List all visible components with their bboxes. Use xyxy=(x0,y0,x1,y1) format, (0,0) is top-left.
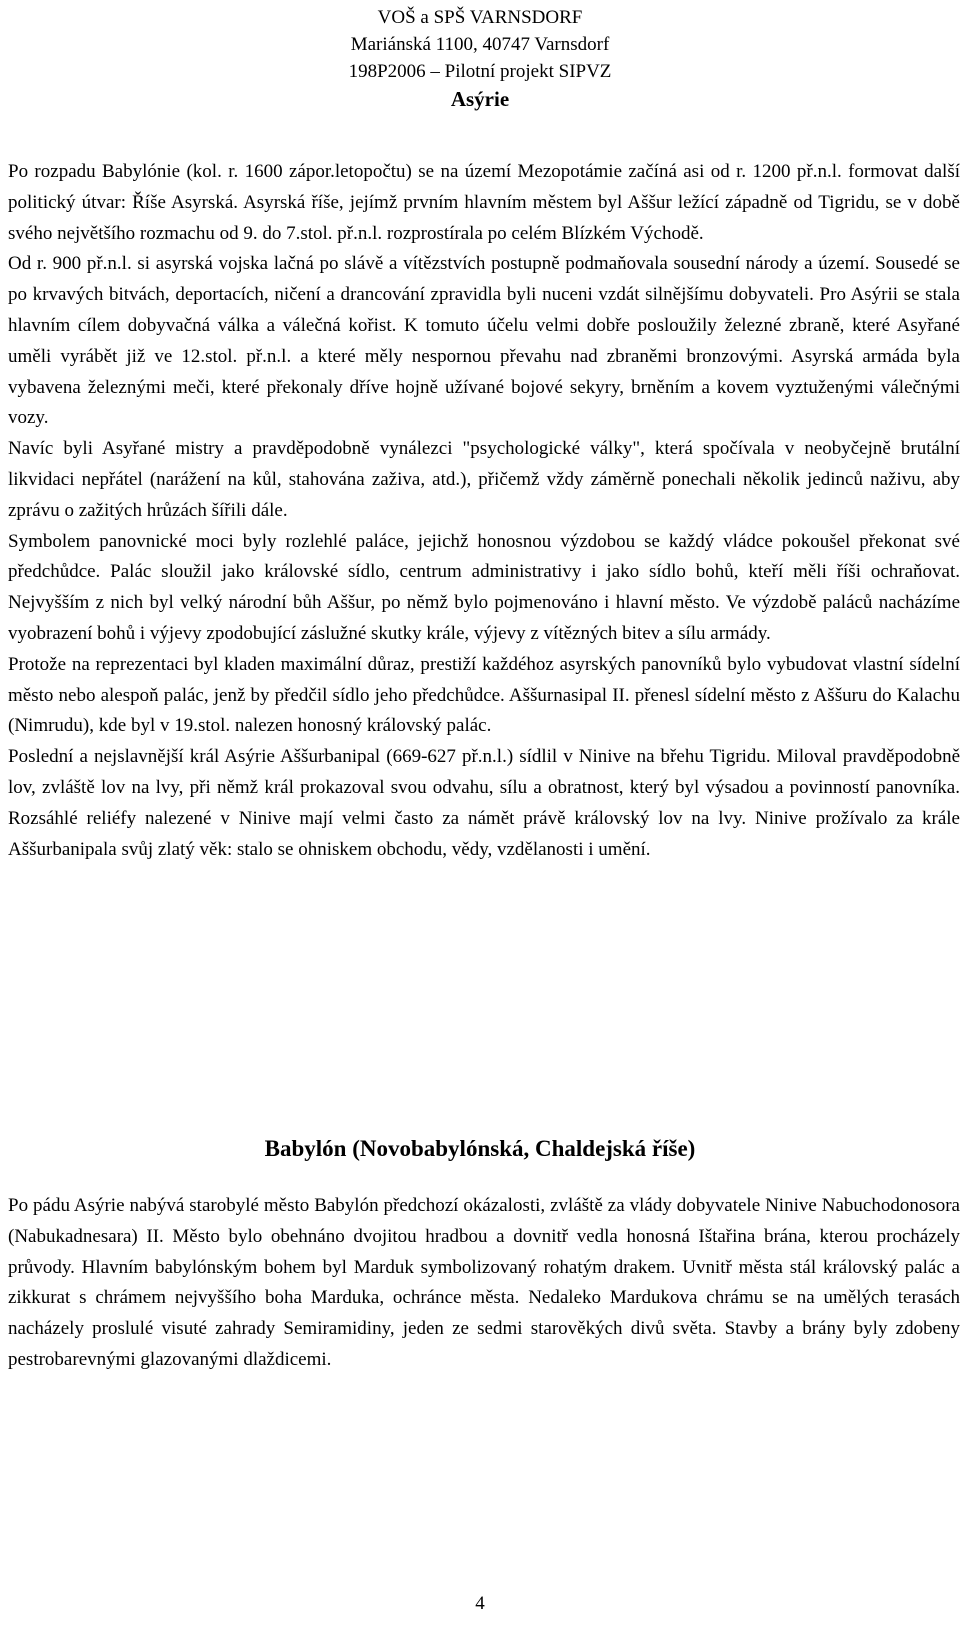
section-asyrie xyxy=(8,157,960,865)
section-babylon xyxy=(8,1191,960,1376)
section-heading-babylon: Babylón (Novobabylónská, Chaldejská říše) xyxy=(264,1136,696,1161)
paragraph: Symbolem panovnické moci byly rozlehlé paláce, jejichž honosnou výzdobou se každý vládce pokoušel překonat své předchůdce. Palác sloužil jako královské sídlo, centrum administrativy i jako sídlo bohů, kteří měli říši ochraňovat. Nejvyšším z nich byl velký národní bůh Aššur, po němž bylo pojmenováno i hlavní město. Ve výzdobě paláců nacházíme vyobrazení bohů i výjevy zpodobující záslužné skutky krále, výjevy z vítězných bitev a sílu armády. xyxy=(8,530,960,644)
paragraph: Po pádu Asýrie nabývá starobylé město Babylón předchozí okázalosti, zvláště za vlády dobyvatele Ninive Nabuchodonosora (Nabukadnesara) II. Město bylo obehnáno dvojitou hradbou a dovnitř vedla honosná Ištařina brána, kterou procházely průvody. Hlavním babylónským bohem byl Marduk symbolizovaný rohatým drakem. Uvnitř města stál královský palác a zikkurat s chrámem nejvyššího boha Marduka, ochránce města. Nedaleko Mardukova chrámu se na umělých terasách nacházely proslulé visuté zahrady Semiramidiny, jeden ze sedmi starověkých divů světa. Stavby a brány byly zdobeny pestrobarevnými glazovanými dlaždicemi. xyxy=(8,1195,960,1370)
paragraph: Protože na reprezentaci byl kladen maximální důraz, prestiží každéhoz asyrských panovníků bylo vybudovat vlastní sídelní město nebo alespoň palác, jenž by předčil sídlo jeho předchůdce. Aššurnasipal II. přenesl sídelní město z Aššuru do Kalachu (Nimrudu), kde byl v 19.stol. nalezen honosný královský palác. xyxy=(8,653,960,737)
school-address: Mariánská 1100, 40747 Varnsdorf xyxy=(350,34,610,55)
project-name: 198P2006 – Pilotní projekt SIPVZ xyxy=(348,61,612,82)
page-title: Asýrie xyxy=(450,87,510,111)
paragraph: Navíc byli Asyřané mistry a pravděpodobně vynálezci "psychologické války", která spočívala v neobyčejně brutální likvidaci nepřátel (narážení na kůl, stahována zaživa, atd.), přičemž vždy záměrně ponechali několik jedinců naživu, aby zprávu o zažitých hrůzách šířili dále. xyxy=(8,438,960,521)
school-name: VOŠ a SPŠ VARNSDORF xyxy=(377,7,583,28)
paragraph: Po rozpadu Babylónie (kol. r. 1600 zápor.letopočtu) se na území Mezopotámie začíná asi od r. 1200 př.n.l. formovat další politický útvar: Říše Asyrská. Asyrská říše, jejímž prvním hlavním městem byl Aššur ležící západně od Tigridu, se v době svého největšího rozmachu od 9. do 7.stol. př.n.l. rozprostírala po celém Blízkém Východě. xyxy=(8,161,960,244)
paragraph: Od r. 900 př.n.l. si asyrská vojska lačná po slávě a vítězstvích postupně podmaňovala sousední národy a území. Sousedé se po krvavých bitvách, deportacích, ničení a drancování zpravidla byli nuceni vzdát silnějšímu dobyvateli. Pro Asýrii se stala hlavním cílem dobyvačná válka a válečná kořist. K tomuto účelu velmi dobře posloužily železné zbraně, které Asyřané uměli vyrábět již ve 12.stol. př.n.l. a které měly nespornou převahu nad zbraněmi bronzovými. Asyrská armáda byla vybavena železnými meči, které překonaly dříve hojně užívané bojové sekyry, brněním a kovem vyztuženými válečnými vozy. xyxy=(8,253,960,429)
paragraph: Poslední a nejslavnější král Asýrie Aššurbanipal (669-627 př.n.l.) sídlil v Ninive na břehu Tigridu. Miloval pravděpodobně lov, zvláště lov na lvy, při němž král prokazoval svou odvahu, sílu a obratnost, který byl výsadou a povinností panovníka. Rozsáhlé reliéfy nalezené v Ninive mají velmi často za námět právě královský lov na lvy. Ninive prožívalo za krále Aššurbanipala svůj zlatý věk: stalo se ohniskem obchodu, vědy, vzdělanosti i umění. xyxy=(8,746,960,860)
page-number: 4 xyxy=(475,1593,485,1614)
page-header xyxy=(0,4,960,114)
